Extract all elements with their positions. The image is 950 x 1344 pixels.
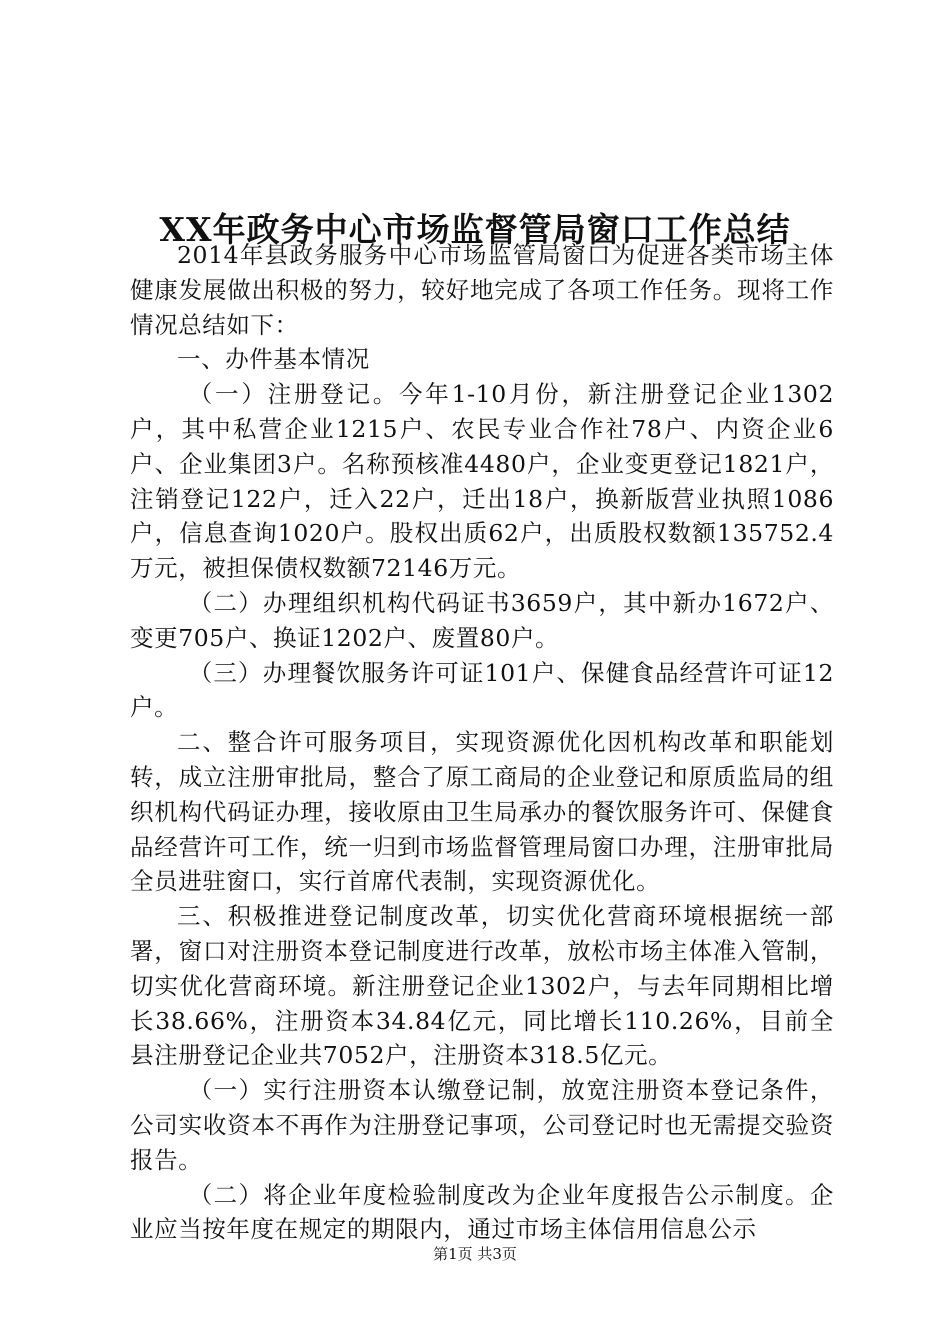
paragraph-section-2: 二、整合许可服务项目，实现资源优化因机构改革和职能划转，成立注册审批局，整合了原工商局的企业登记和原质监局的组织机构代码证办理，接收原由卫生局承办的餐饮服务许可、保健食品经营许可工作，统一归到市场监督管理局窗口办理，注册审批局全员进驻窗口，实行首席代表制，实现资源优化。 <box>130 728 834 896</box>
paragraph-section-3: 三、积极推进登记制度改革，切实优化营商环境根据统一部署，窗口对注册资本登记制度进行改革，放松市场主体准入管制，切实优化营商环境。新注册登记企业1302户，与去年同期相比增长38.66%，注册资本34.84亿元，同比增长110.26%，目前全县注册登记企业共7052户，注册资本318.5亿元。 <box>130 902 834 1070</box>
paragraph-annual-report: （二）将企业年度检验制度改为企业年度报告公示制度。企业应当按年度在规定的期限内，通过市场主体信用信息公示 <box>130 1180 834 1244</box>
document-title: XX年政务中心市场监督管局窗口工作总结 <box>159 210 791 250</box>
paragraph-registration: （一）注册登记。今年1-10月份，新注册登记企业1302户，其中私营企业1215户、农民专业合作社78户、内资企业6户、企业集团3户。名称预核准4480户，企业变更登记1821户，注销登记122户，迁入22户，迁出18户，换新版营业执照1086户，信息查询1020户。股权出质62户，出质股权数额135752.4万元，被担保债权数额72146万元。 <box>130 380 834 583</box>
paragraph-capital-system: （一）实行注册资本认缴登记制，放宽注册资本登记条件，公司实收资本不再作为注册登记事项，公司登记时也无需提交验资报告。 <box>130 1076 834 1174</box>
page-footer: 第1页 共3页 <box>433 1245 517 1263</box>
document-body <box>130 238 834 1247</box>
paragraph-food-license: （三）办理餐饮服务许可证101户、保健食品经营许可证12户。 <box>130 658 834 722</box>
heading-section-1: 一、办件基本情况 <box>177 345 370 374</box>
paragraph-intro: 2014年县政务服务中心市场监管局窗口为促进各类市场主体健康发展做出积极的努力，较好地完成了各项工作任务。现将工作情况总结如下： <box>130 241 834 339</box>
paragraph-org-code: （二）办理组织机构代码证书3659户，其中新办1672户、变更705户、换证1202户、废置80户。 <box>130 588 834 652</box>
